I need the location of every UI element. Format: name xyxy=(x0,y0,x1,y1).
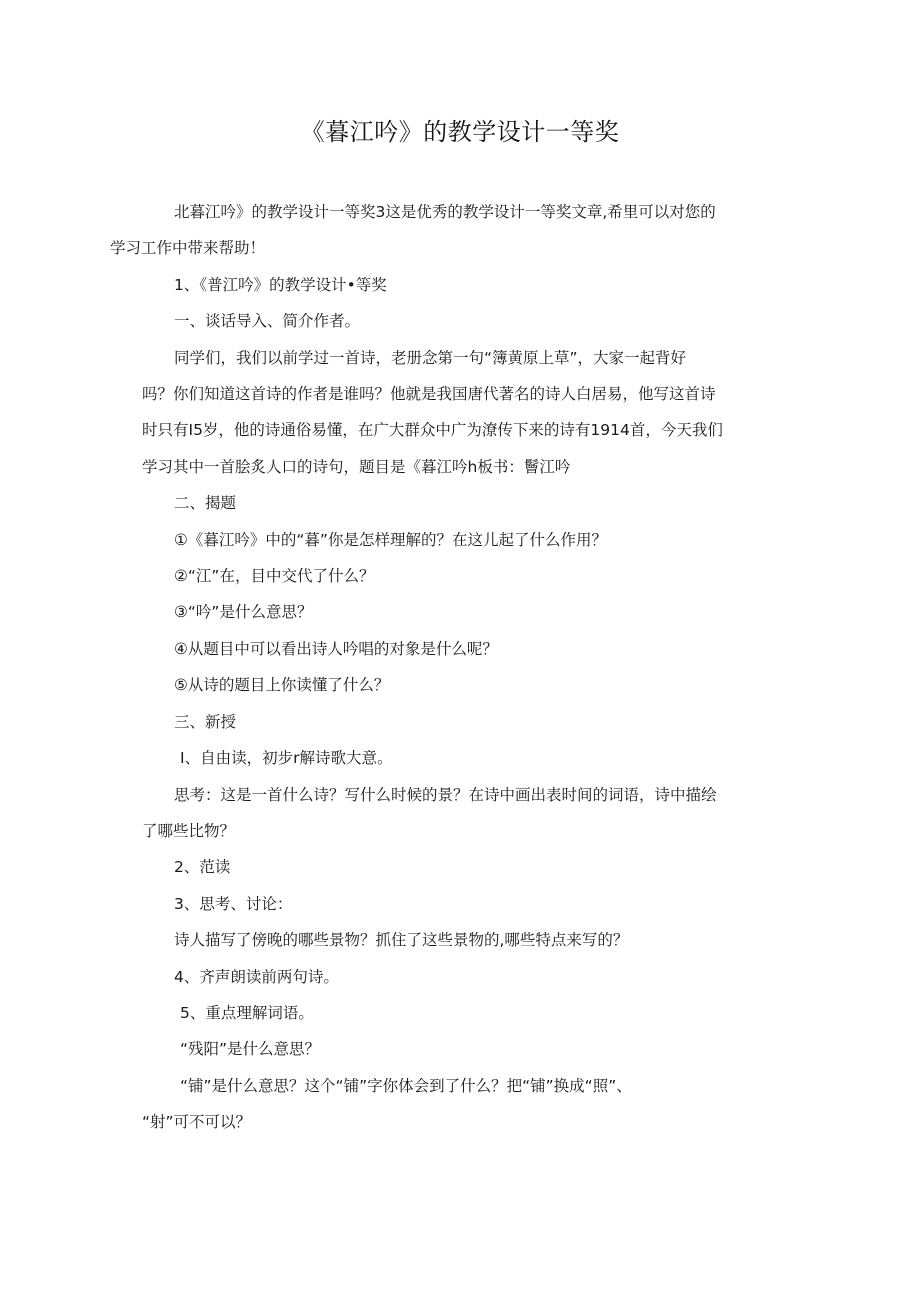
intro-paragraph xyxy=(110,194,788,267)
body-paragraph xyxy=(142,340,788,486)
text-line: 思考：这是一首什么诗？写什么时候的景？在诗中画出表时间的词语，诗中描绘 xyxy=(174,785,717,804)
list-item xyxy=(142,667,788,703)
text-line: ⑤从诗的题目上你读懂了什么？ xyxy=(174,676,390,695)
list-item xyxy=(142,522,788,558)
text-line: 4、齐声朗读前两句诗。 xyxy=(174,967,339,986)
text-line: 一、谈话导入、简介作者。 xyxy=(174,312,361,331)
text-line: ③“吟”是什么意思？ xyxy=(174,603,313,622)
list-item xyxy=(142,995,788,1031)
text-line: ④从题目中可以看出诗人吟唱的对象是什么呢？ xyxy=(174,639,498,658)
text-line: 2、范读 xyxy=(174,858,231,877)
text-line: 北暮江吟》的教学设计一等奖3这是优秀的教学设计一等奖文章,希里可以对您的 xyxy=(174,203,716,221)
text-line: 学习其中一首脍炙人口的诗句，题目是《暮江吟h板书：鬙江吟 xyxy=(142,457,571,476)
text-line: 三、新授 xyxy=(174,712,237,731)
section-heading xyxy=(142,485,788,521)
text-line: 时只有I5岁，他的诗通俗易懂，在广大群众中广为潦传下来的诗有1914首，今天我们 xyxy=(142,421,723,440)
list-item xyxy=(142,959,788,995)
text-line: I、自由读，初步r解诗歌大意。 xyxy=(180,749,393,768)
list-item xyxy=(142,886,788,922)
section-heading xyxy=(142,704,788,740)
text-line: 二、揭题 xyxy=(174,494,237,513)
body-paragraph xyxy=(142,777,788,850)
text-line: 5、重点理解词语。 xyxy=(180,1003,314,1022)
text-line: “铺”是什么意思？这个“铺”字你体会到了什么？把“铺”换成“照”、 xyxy=(180,1076,632,1095)
body-paragraph xyxy=(142,922,788,958)
document-title: 《暮江吟》的教学设计一等奖 xyxy=(300,118,620,146)
body-paragraph xyxy=(142,1068,788,1141)
list-item xyxy=(142,594,788,630)
list-item xyxy=(142,558,788,594)
document-body xyxy=(110,194,788,1141)
text-line: 了哪些比物？ xyxy=(142,821,236,840)
text-line: “残阳”是什么意思？ xyxy=(180,1040,321,1059)
list-item xyxy=(142,740,788,776)
section-heading xyxy=(142,267,788,303)
text-line: 诗人描写了傍晚的哪些景物？抓住了这些景物的,哪些特点来写的？ xyxy=(174,931,629,950)
text-line: 3、思考、讨论： xyxy=(174,894,293,913)
text-line: ①《暮江吟》中的“暮”你是怎样理解的？在这儿起了什么作用？ xyxy=(174,530,607,549)
text-line: 学习工作中带来帮助！ xyxy=(110,239,266,258)
text-line: “射”可不可以？ xyxy=(142,1113,252,1132)
list-item xyxy=(142,849,788,885)
section-heading xyxy=(142,303,788,339)
list-item xyxy=(142,631,788,667)
text-line: 同学们，我们以前学过一首诗，老册念第一句“簿黄原上草”，大家一起背好 xyxy=(174,348,687,367)
text-line: 1、《普江吟》的教学设计•等奖 xyxy=(174,275,387,294)
text-line: 吗？你们知道这首诗的作者是谁吗？他就是我国唐代著名的诗人白居易，他写这首诗 xyxy=(142,385,716,404)
body-paragraph xyxy=(142,1031,788,1067)
text-line: ②“江”在，目中交代了什么？ xyxy=(174,567,375,586)
